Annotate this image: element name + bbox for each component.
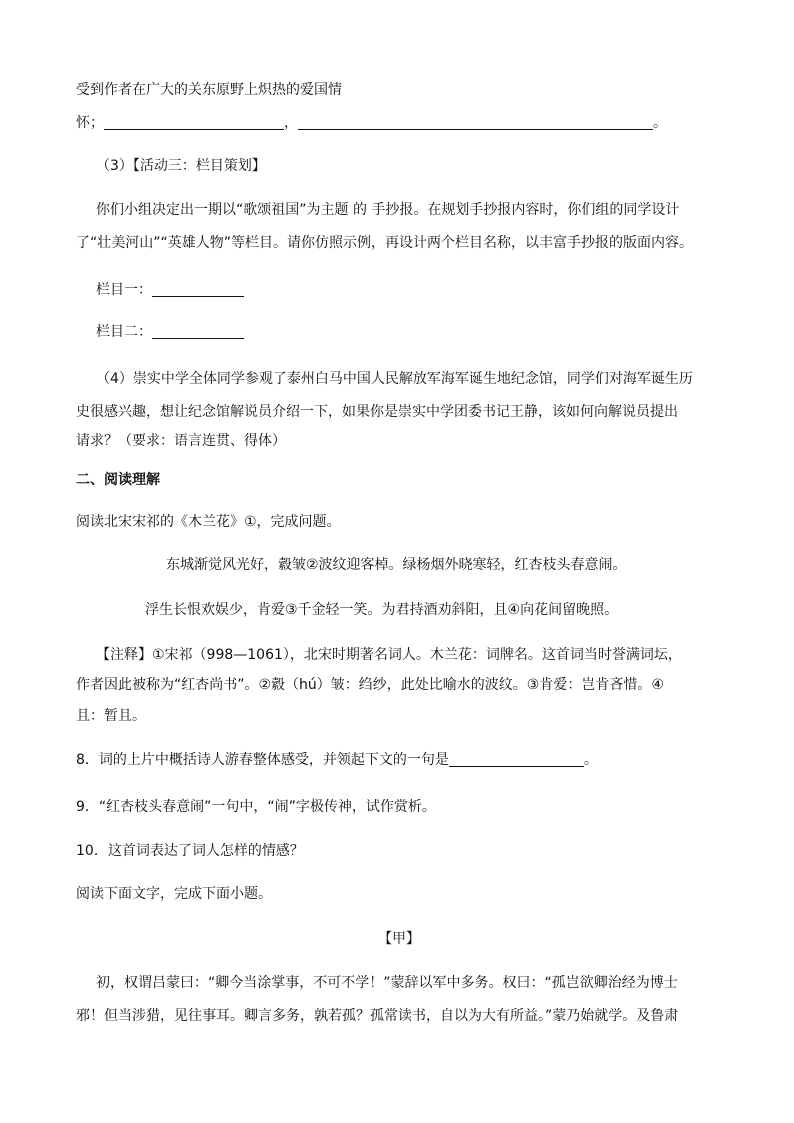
question8-end: 。: [583, 752, 598, 768]
passage-line2: 邪！但当涉猎，见往事耳。卿言多务，孰若孤？孤常读书，自以为大有所益。”蒙乃始就学。及鲁肃: [76, 1008, 679, 1024]
activity2-prefix: 怀；: [76, 115, 104, 131]
question9: 9．“红杏枝头春意闹”一句中，“闹”字极传神，试作赏析。: [76, 799, 436, 815]
column1-row: [96, 280, 244, 300]
poem-line1: 东城渐觉风光好，縠皱②波纹迎客棹。绿杨烟外晓寒轻，红杏枝头春意闹。: [166, 557, 627, 573]
column2-blank[interactable]: [152, 322, 244, 339]
question8-blank[interactable]: [449, 750, 584, 767]
column2-label: 栏目二：: [96, 324, 152, 340]
activity3-para-line1: 你们小组决定出一期以“歌颂祖国”为主题 的 手抄报。在规划手抄报内容时，你们组的同学设计: [96, 202, 680, 218]
activity3-heading: （3）【活动三：栏目策划】: [96, 158, 266, 174]
activity2-line2: [76, 113, 667, 133]
activity3-para-line2: 了“壮美河山”“英雄人物”等栏目。请你仿照示例，再设计两个栏目名称，以丰富手抄报的版面内容。: [76, 235, 694, 251]
activity2-end: 。: [653, 115, 667, 131]
poem-line2: 浮生长恨欢娱少，肯爱③千金轻一笑。为君持酒劝斜阳，且④向花间留晚照。: [145, 602, 619, 618]
reading2-intro: 阅读下面文字，完成下面小题。: [76, 886, 272, 902]
passage-title: 【甲】: [378, 931, 420, 947]
question4-line3: 请求？（要求：语言连贯、得体）: [76, 433, 286, 449]
question4-line2: 史很感兴趣，想让纪念馆解说员介绍一下，如果你是崇实中学团委书记王静，该如何向解说员提出: [76, 404, 678, 420]
answer-blank-2[interactable]: [298, 113, 653, 130]
column2-row: [96, 322, 244, 342]
note-line1: 【注释】①宋祁（998—1061），北宋时期著名词人。木兰花：词牌名。这首词当时誉满词坛，: [96, 647, 682, 663]
activity2-line1: 受到作者在广大的关东原野上炽热的爱国情: [76, 82, 342, 98]
note-line2: 作者因此被称为“红杏尚书”。②縠（hú）皱：绉纱，此处比喻水的波纹。③肯爱：岂肯吝惜。④: [76, 677, 664, 693]
activity2-sep: ，: [284, 115, 298, 131]
column1-label: 栏目一：: [96, 282, 152, 298]
note-line3: 且：暂且。: [76, 708, 146, 724]
answer-blank-1[interactable]: [104, 113, 284, 130]
section2-heading: 二、阅读理解: [76, 472, 160, 488]
column1-blank[interactable]: [152, 280, 244, 297]
question4-line1: （4）崇实中学全体同学参观了泰州白马中国人民解放军海军诞生地纪念馆，同学们对海军诞生历: [96, 371, 693, 387]
question10: 10．这首词表达了词人怎样的情感？: [76, 843, 304, 859]
question8: [76, 750, 598, 770]
section2-intro: 阅读北宋宋祁的《木兰花》①，完成问题。: [76, 514, 341, 530]
passage-line1: 初，权谓吕蒙曰：“卿今当涂掌事，不可不学！”蒙辞以军中多务。权曰：“孤岂欲卿治经为博士: [96, 975, 678, 991]
question8-text: 8．词的上片中概括诗人游春整体感受，并领起下文的一句是: [76, 752, 449, 768]
